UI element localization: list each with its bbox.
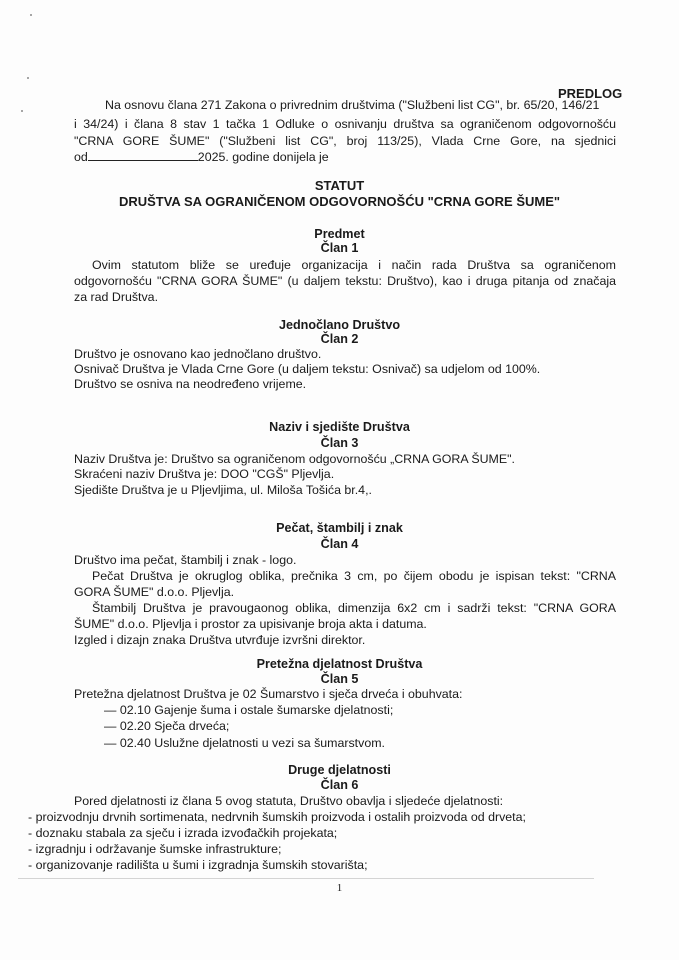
article-text: Pored djelatnosti iz člana 5 ovog statuta, Društvo obavlja i sljedeće djelatnosti: bbox=[74, 794, 504, 808]
article-text: Društvo ima pečat, štambilj i znak - logo. bbox=[74, 553, 297, 567]
list-item: - proizvodnju drvnih sortimenata, nedrvnih šumskih proizvoda i ostalih proizvoda od drveta; bbox=[28, 810, 526, 824]
preamble-line: Na osnovu člana 271 Zakona o privrednim društvima ("Službeni list CG", br. 65/20, 146/21 bbox=[105, 98, 600, 112]
article-text: Ovim statutom bliže se uređuje organizacija i način rada Društva sa ograničenom bbox=[92, 258, 616, 272]
article-text: odgovornošću "CRNA GORA ŠUME" (u daljem tekstu: Društvo), kao i druga pitanja od značaja bbox=[74, 274, 616, 288]
article-text: Skraćeni naziv Društva je: DOO "CGŠ" Pljevlja. bbox=[74, 467, 335, 481]
section-heading: Jednočlano Društvo bbox=[278, 318, 401, 332]
article-text: Sjedište Društva je u Pljevljima, ul. Miloša Tošića br.4,. bbox=[74, 483, 372, 497]
article-text: za rad Društva. bbox=[74, 290, 159, 304]
list-item: — 02.40 Uslužne djelatnosti u vezi sa šumarstvom. bbox=[104, 736, 385, 750]
proposal-label: PREDLOG bbox=[558, 86, 623, 101]
preamble-prefix: od bbox=[74, 150, 88, 164]
document-title: STATUT bbox=[314, 178, 365, 193]
preamble-line: i 34/24) i člana 8 stav 1 tačka 1 Odluke o osnivanju društva sa ograničenom odgovornošću bbox=[74, 117, 616, 131]
list-item: - doznaku stabala za sječu i izrada izvođačkih projekata; bbox=[28, 826, 338, 840]
article-number: Član 1 bbox=[320, 241, 359, 255]
list-item: - organizovanje radilišta u šumi i izgradnja šumskih stovarišta; bbox=[28, 858, 368, 872]
article-text: Izgled i dizajn znaka Društva utvrđuje izvršni direktor. bbox=[74, 633, 366, 647]
list-item: - izgradnju i održavanje šumske infrastrukture; bbox=[28, 842, 282, 856]
article-text: Osnivač Društva je Vlada Crne Gore (u daljem tekstu: Osnivač) sa udjelom od 100%. bbox=[74, 362, 541, 376]
list-item: — 02.10 Gajenje šuma i ostale šumarske djelatnosti; bbox=[104, 703, 394, 717]
footer-rule bbox=[18, 878, 594, 879]
article-text: Društvo se osniva na neodređeno vrijeme. bbox=[74, 377, 307, 391]
article-text: Društvo je osnovano kao jednočlano društvo. bbox=[74, 347, 322, 361]
section-heading: Pretežna djelatnost Društva bbox=[256, 657, 423, 671]
article-number: Član 2 bbox=[320, 332, 359, 346]
page-number: 1 bbox=[336, 882, 343, 894]
document-subtitle: DRUŠTVA SA OGRANIČENOM ODGOVORNOŠĆU "CRNA GORE ŠUME" bbox=[118, 194, 561, 209]
preamble-line: "CRNA GORE ŠUME" ("Službeni list CG", broj 113/25), Vlada Crne Gore, na sjednici bbox=[74, 134, 616, 148]
article-text: Štambilj Društva je pravougaonog oblika, dimenzija 6x2 cm i sadrži tekst: "CRNA GORA bbox=[92, 601, 616, 615]
article-text: ŠUME" d.o.o. Pljevlja i prostor za upisivanje broja akta i datuma. bbox=[74, 617, 427, 631]
section-heading: Druge djelatnosti bbox=[288, 763, 391, 777]
article-number: Član 5 bbox=[320, 672, 359, 686]
article-number: Član 3 bbox=[320, 436, 359, 450]
preamble-line-date bbox=[74, 150, 616, 165]
scan-speck bbox=[27, 77, 29, 79]
article-text: GORA ŠUME" d.o.o. Pljevlja. bbox=[74, 585, 235, 599]
article-text: Pretežna djelatnost Društva je 02 Šumarstvo i sječa drveća i obuhvata: bbox=[74, 687, 463, 701]
section-heading: Naziv i sjedište Društva bbox=[269, 420, 410, 434]
section-heading: Pečat, štambilj i znak bbox=[276, 521, 403, 535]
preamble-suffix: 2025. godine donijela je bbox=[197, 150, 329, 164]
list-item: — 02.20 Sječa drveća; bbox=[104, 719, 230, 733]
scan-speck bbox=[30, 14, 32, 16]
date-blank-line bbox=[88, 150, 198, 161]
scan-speck bbox=[21, 110, 23, 112]
section-heading: Predmet bbox=[314, 227, 365, 241]
article-text: Naziv Društva je: Društvo sa ograničenom odgovornošću „CRNA GORA ŠUME". bbox=[74, 452, 515, 466]
article-number: Član 4 bbox=[320, 537, 359, 551]
article-text: Pečat Društva je okruglog oblika, prečnika 3 cm, po čijem obodu je ispisan tekst: "CRNA bbox=[92, 569, 616, 583]
article-number: Član 6 bbox=[320, 778, 359, 792]
